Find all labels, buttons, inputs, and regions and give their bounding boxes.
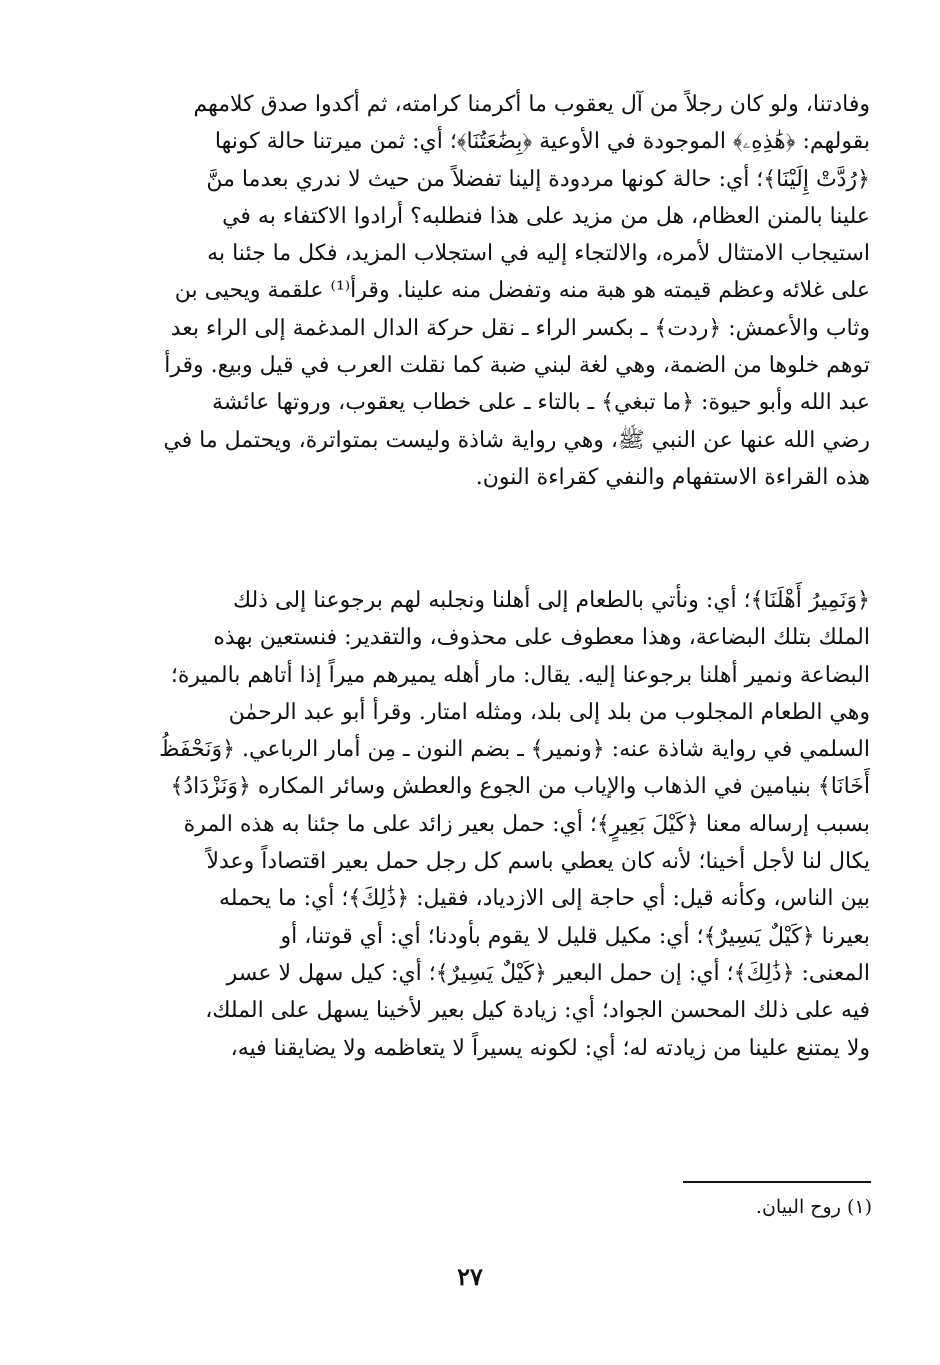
footnote-separator xyxy=(683,1181,871,1183)
text-line: الملك بتلك البضاعة، وهذا معطوف على محذوف، والتقدير: فنستعين بهذه xyxy=(213,625,870,651)
footnote xyxy=(756,1196,872,1218)
text-line: توهم خلوها من الضمة، وهي لغة لبني ضبة كما نقلت العرب في قيل وبيع. وقرأ xyxy=(164,353,870,379)
text-line: ولا يمتنع علينا من زيادته له؛ أي: لكونه يسيراً لا يتعاظمه ولا يضايقنا فيه، xyxy=(230,1035,870,1061)
text-line: يكال لنا لأجل أخينا؛ لأنه كان يعطي باسم كل رجل حمل بعير اقتصاداً وعدلاً xyxy=(206,849,870,875)
text-line: على غلائه وعظم قيمته هو هبة منه وتفضل منه علينا. وقرأ⁽¹⁾ علقمة ويحيى بن xyxy=(174,278,870,304)
text-line: ﴿وَنَمِيرُ أَهْلَنَا﴾؛ أي: ونأتي بالطعام إلى أهلنا ونجلبه لهم برجوعنا إلى ذلك xyxy=(233,588,870,613)
text-line: هذه القراءة الاستفهام والنفي كقراءة النون. xyxy=(475,464,870,490)
text-line: ﴿رُدَّتْ إِلَيْنَا﴾؛ أي: حالة كونها مردودة إلينا تفضلاً من حيث لا ندري بعدما منَّ xyxy=(206,166,870,192)
text-line: استيجاب الامتثال لأمره، والالتجاء إليه في استجلاب المزيد، فكل ما جئنا به xyxy=(207,241,870,267)
footnote-text: روح البيان. xyxy=(755,1196,841,1218)
paragraph-1 xyxy=(100,86,870,496)
page-number: ٢٧ xyxy=(457,1262,483,1291)
footnote-marker: (١) xyxy=(846,1196,872,1218)
text-line: أَخَانَا﴾ بنيامين في الذهاب والإياب من الجوع والعطش وسائر المكاره ﴿وَنَزْدَادُ﴾ xyxy=(170,774,870,800)
paragraph-2 xyxy=(100,582,870,1067)
text-line: المعنى: ﴿ذَٰلِكَ﴾؛ أي: إن حمل البعير ﴿كَيْلٌ يَسِيرٌ﴾؛ أي: كيل سهل لا عسر xyxy=(226,960,870,986)
text-line: رضي الله عنها عن النبي ﷺ، وهي رواية شاذة وليست بمتواترة، ويحتمل ما في xyxy=(163,427,870,453)
text-line: وثاب والأعمش: ﴿ردت﴾ ـ بكسر الراء ـ نقل حركة الدال المدغمة إلى الراء بعد xyxy=(170,315,870,341)
text-line: بين الناس، وكأنه قيل: أي حاجة إلى الازدياد، فقيل: ﴿ذَٰلِكَ﴾؛ أي: ما يحمله xyxy=(219,886,870,912)
text-line: بسبب إرساله معنا ﴿كَيْلَ بَعِيرٍ﴾؛ أي: حمل بعير زائد على ما جئنا به هذه المرة xyxy=(183,811,870,837)
text-line: عبد الله وأبو حيوة: ﴿ما تبغي﴾ ـ بالتاء ـ على خطاب يعقوب، وروتها عائشة xyxy=(211,390,870,416)
text-line: علينا بالمنن العظام، هل من مزيد على هذا فنطلبه؟ أرادوا الاكتفاء به في xyxy=(222,203,870,229)
text-line: بقولهم: ﴿هَٰذِهِۦ﴾ الموجودة في الأوعية ﴿بِضَٰعَتُنَا﴾؛ أي: ثمن ميرتنا حالة كونها xyxy=(214,129,870,155)
text-line: البضاعة ونمير أهلنا برجوعنا إليه. يقال: مار أهله يميرهم ميراً إذا أتاهم بالميرة؛ xyxy=(170,662,870,688)
text-line: وفادتنا، ولو كان رجلاً من آل يعقوب ما أكرمنا كرامته، ثم أكدوا صدق كلامهم xyxy=(193,92,870,117)
text-line: فيه على ذلك المحسن الجواد؛ أي: زيادة كيل بعير لأخينا يسهل على الملك، xyxy=(205,998,870,1024)
text-line: بعيرنا ﴿كَيْلٌ يَسِيرٌ﴾؛ أي: مكيل قليل لا يقوم بأودنا؛ أي: أي قوتنا، أو xyxy=(280,923,870,949)
text-line: السلمي في رواية شاذة عنه: ﴿ونمير﴾ ـ بضم النون ـ مِن أمار الرباعي. ﴿وَنَحْفَظُ xyxy=(159,737,870,763)
text-line: وهي الطعام المجلوب من بلد إلى بلد، ومثله امتار. وقرأ أبو عبد الرحمٰن xyxy=(228,699,870,725)
